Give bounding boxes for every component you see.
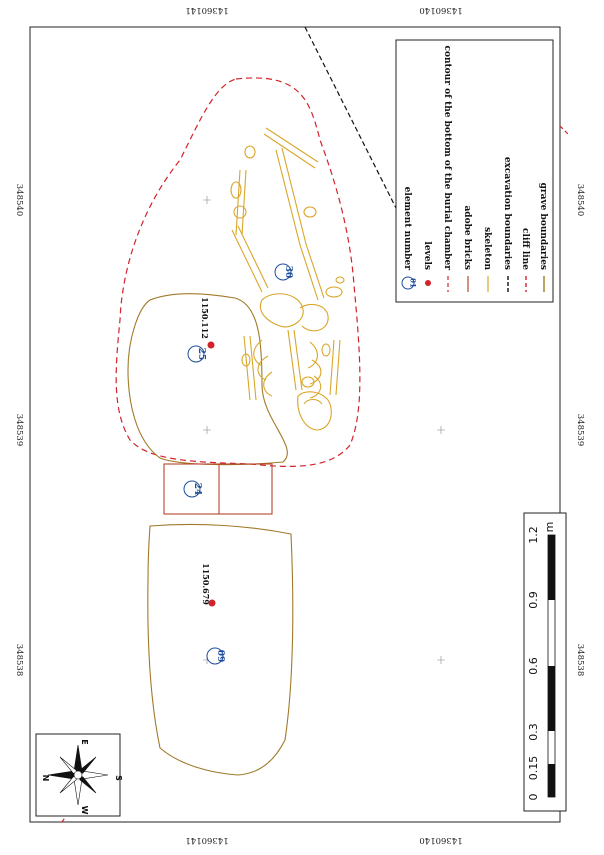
compass-e: E <box>80 739 89 745</box>
scale-label-03: 0.3 <box>527 723 540 741</box>
level-point-1 <box>200 297 215 348</box>
burial-chamber-contour <box>116 78 360 466</box>
legend <box>396 40 553 302</box>
element-number-24 <box>184 481 202 497</box>
coord-bottom-right: 14360140 <box>419 835 463 845</box>
coord-left-2: 348539 <box>14 413 24 447</box>
svg-text:contour of the bottom of the b: contour of the bottom of the burial chamber <box>442 45 452 270</box>
coord-right-3: 348538 <box>575 643 585 677</box>
scale-label-09: 0.9 <box>527 591 540 609</box>
svg-text:24: 24 <box>192 482 202 496</box>
legend-item-contour <box>442 45 452 292</box>
level-point-2 <box>201 563 216 606</box>
compass-w: W <box>80 805 89 815</box>
coord-right-2: 348539 <box>575 413 585 447</box>
svg-text:adobe bricks: adobe bricks <box>462 205 472 270</box>
svg-text:25: 25 <box>196 347 206 361</box>
svg-text:01: 01 <box>408 278 418 288</box>
element-number-30 <box>275 264 293 280</box>
compass-rose <box>36 734 123 816</box>
svg-text:cliff line: cliff line <box>520 228 530 270</box>
scale-label-06: 0.6 <box>527 657 540 675</box>
svg-text:levels: levels <box>422 241 432 270</box>
svg-text:excavation boundaries: excavation boundaries <box>502 156 512 270</box>
svg-text:1150.112: 1150.112 <box>200 297 210 339</box>
svg-text:element number: element number <box>402 186 412 270</box>
compass-n: N <box>41 774 50 782</box>
cliff-line-top <box>560 126 568 134</box>
svg-text:1150.679: 1150.679 <box>201 563 211 605</box>
coord-bottom-left: 14360141 <box>185 835 229 845</box>
compass-s: S <box>114 775 123 781</box>
coord-top-left: 14360141 <box>185 5 229 15</box>
scale-label-0: 0 <box>527 793 540 801</box>
scale-label-015: 0.15 <box>527 755 540 781</box>
element-number-25 <box>188 346 206 362</box>
scale-unit: m <box>543 521 556 533</box>
svg-text:skeleton: skeleton <box>482 227 492 270</box>
svg-text:grave boundaries: grave boundaries <box>538 182 548 270</box>
svg-text:09: 09 <box>215 649 225 663</box>
coord-left-3: 348538 <box>14 643 24 677</box>
coord-right-1: 348540 <box>575 183 585 217</box>
adobe-bricks <box>164 464 272 514</box>
element-number-09 <box>207 648 225 664</box>
scale-bar <box>524 513 566 811</box>
coord-left-1: 348540 <box>14 183 24 217</box>
svg-text:30: 30 <box>283 265 293 279</box>
excavation-boundary <box>305 27 398 212</box>
scale-label-12: 1.2 <box>527 526 540 544</box>
coord-top-right: 14360140 <box>419 5 463 15</box>
